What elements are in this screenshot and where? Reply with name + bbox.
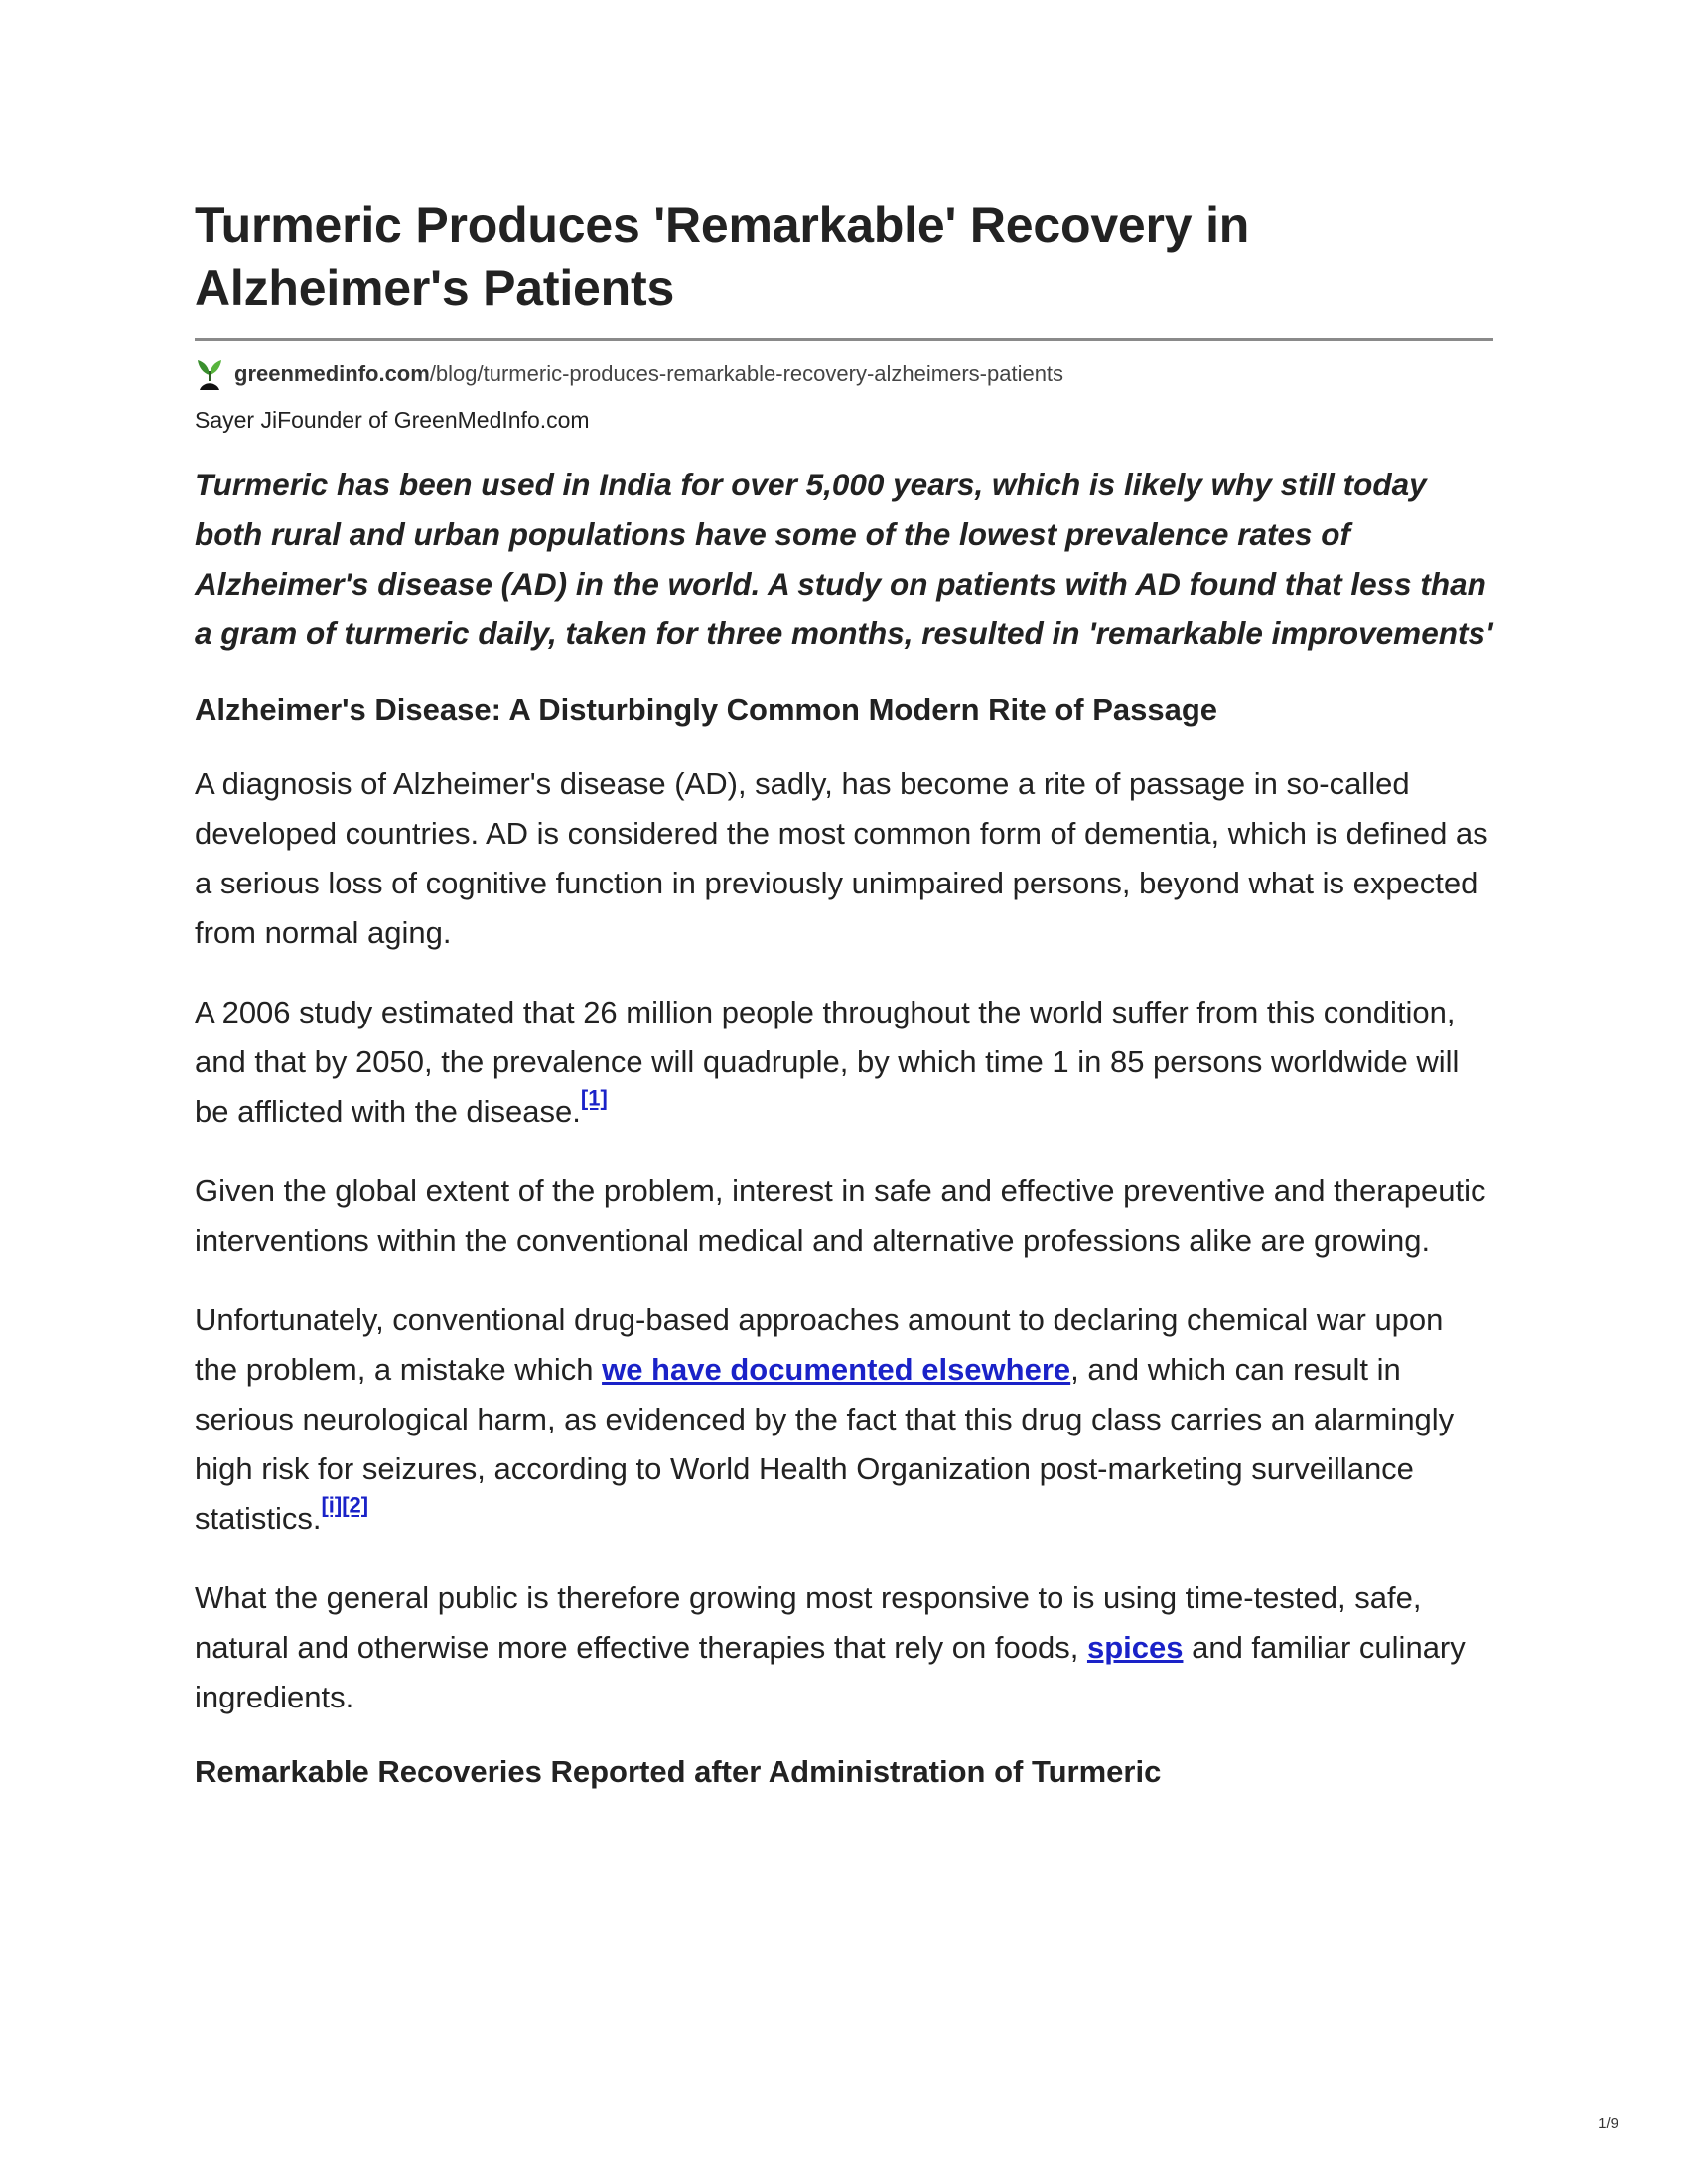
spices-link[interactable]: spices <box>1086 1630 1184 1665</box>
paragraph-text: and familiar culinary ingredients. <box>195 1630 1466 1714</box>
footnote-link[interactable]: [1] <box>580 1085 608 1111</box>
article <box>195 195 1493 1792</box>
paragraph-text: What the general public is therefore growing most responsive to is using time-tested, safe, natural and otherwise more effective therapies that rely on foods, <box>195 1580 1422 1665</box>
paragraph-text: A 2006 study estimated that 26 million people throughout the world suffer from this condition, and that by 2050, the prevalence will quadruple, by which time 1 in 85 persons worldwide will be afflicted with the disease. <box>195 995 1460 1129</box>
paragraph <box>195 1296 1493 1544</box>
paragraph-text: , and which can result in serious neurological harm, as evidenced by the fact that this drug class carries an alarmingly high risk for seizures, according to World Health Organization post-marketing surveillance statistics. <box>195 1352 1455 1536</box>
article-lead: Turmeric has been used in India for over 5,000 years, which is likely why still today both rural and urban populations have some of the lowest prevalence rates of Alzheimer's disease (AD) in the world. A study on patients with AD found that less than a gram of turmeric daily, taken for three months, resulted in 'remarkable improvements' <box>195 467 1493 651</box>
sprout-icon <box>195 357 224 391</box>
footnote-link[interactable]: [i] <box>321 1492 343 1518</box>
paragraph: A diagnosis of Alzheimer's disease (AD), sadly, has become a rite of passage in so-called developed countries. AD is considered the most common form of dementia, which is defined as a serious loss of cognitive function in previously unimpaired persons, beyond what is expected from normal aging. <box>195 766 1488 950</box>
section-heading: Remarkable Recoveries Reported after Administration of Turmeric <box>195 1754 1162 1789</box>
title-divider <box>195 338 1493 341</box>
source-path[interactable]: /blog/turmeric-produces-remarkable-recovery-alzheimers-patients <box>429 361 1064 386</box>
section-heading: Alzheimer's Disease: A Disturbingly Common Modern Rite of Passage <box>195 692 1218 727</box>
paragraph: Given the global extent of the problem, interest in safe and effective preventive and therapeutic interventions within the conventional medical and alternative professions alike are growing. <box>195 1173 1486 1258</box>
documented-elsewhere-link[interactable]: we have documented elsewhere <box>602 1352 1071 1387</box>
page-number: 1/9 <box>1598 2116 1618 2132</box>
paragraph <box>195 988 1493 1137</box>
source-line <box>195 357 1493 391</box>
paragraph-text: Unfortunately, conventional drug-based approaches amount to declaring chemical war upon the problem, a mistake which <box>195 1302 1444 1387</box>
footnote-link[interactable]: [2] <box>342 1492 369 1518</box>
footnote-ref <box>581 1086 608 1111</box>
paragraph <box>195 1573 1493 1722</box>
author-byline: Sayer JiFounder of GreenMedInfo.com <box>195 407 590 433</box>
source-domain[interactable]: greenmedinfo.com <box>234 361 430 386</box>
article-title: Turmeric Produces 'Remarkable' Recovery in Alzheimer's Patients <box>195 198 1250 316</box>
footnote-ref <box>321 1493 368 1518</box>
